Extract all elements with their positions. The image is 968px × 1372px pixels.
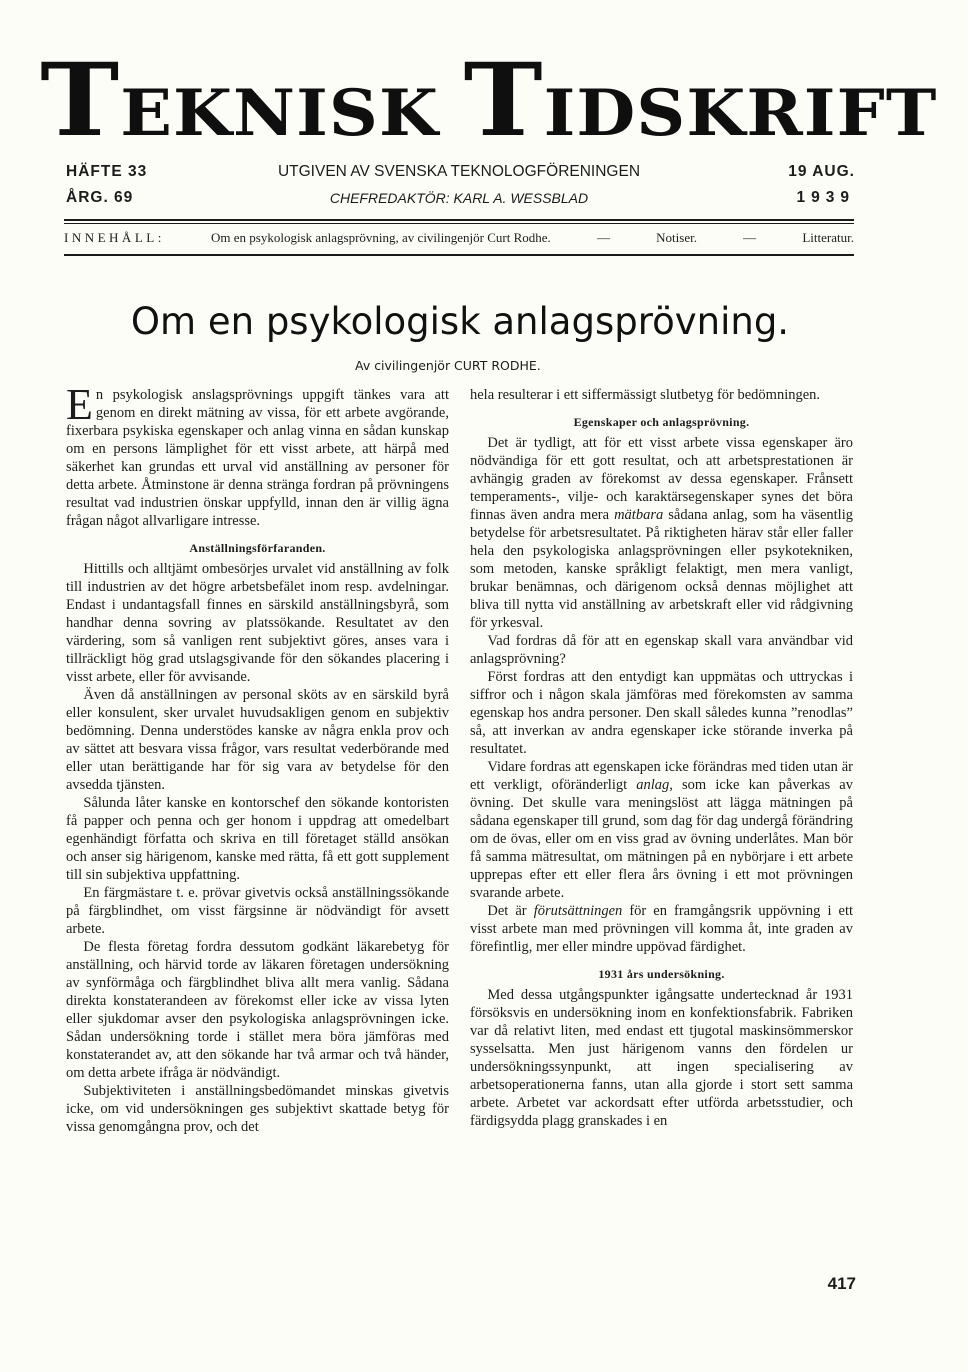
emphasis: anlag, xyxy=(636,777,673,793)
article-column-left xyxy=(66,380,449,1136)
section-heading: Anställningsförfaranden. xyxy=(189,541,326,555)
paragraph: De flesta företag fordra dessutom godkänt läkarebetyg för anställning, och härvid torde av läkaren företagen undersökning av synförmåga och färgblindhet bliva allt mera vanlig. Sådana direkta konstaterandeen av förekomst eller icke av vissa lyten eller sjukdomar avser den psykologiska anlagsprövningen icke. Sådan undersökning torde i stället mera böra jämföras med konstaterandet av, att den sökande har två armar och två händer, om detta arbete ifråga är nödvändigt. xyxy=(66,939,449,1081)
paragraph: Även då anställningen av personal sköts av en särskild byrå eller konsulent, sker urvalet huvudsakligen genom en subjektiv bedömning. Denna understödes kanske av några enkla prov och av sättet att besvara vissa frågor, vars resultat vederbörande med eller utan berättigande har för sig vara av betydelse för den avsedda tjänsten. xyxy=(66,687,449,793)
paragraph: Hittills och alltjämt ombesörjes urvalet vid anställning av folk till industrien av det högre arbetsbefälet inom resp. avdelningar. Endast i undantagsfall finnes en särskild anställningsbyrå, som handhar denna sovring av platssökande. Resultatet av den värdering, som så vanligen rent subjektivt göres, anses vara i tillräckligt hög grad utslagsgivande för den sökandes placering i visst arbete, eller för avvisande. xyxy=(66,561,449,685)
paragraph: Med dessa utgångspunkter igångsatte undertecknad år 1931 försöksvis en undersökning inom en konfektionsfabrik. Fabriken var då relativt liten, med endast ett tjugotal maskinsömmerskor sysselsatta. Men just härigenom vanns den fördelen ur undersökningssynpunkt, att ingen specialisering av arbetsoperationerna fanns, utan alla gjorde i stort sett samma arbete. Arbetet var ackordsatt efter utförda arbetsstudier, och färdigsydda plagg granskades i en xyxy=(470,987,853,1129)
paragraph: Det är förutsättningen för en framgångsrik uppövning i ett visst arbete man med prövningen vill komma åt, inte graden av förefintlig, mer eller mindre uppövad färdighet. xyxy=(470,903,854,955)
publisher-line: UTGIVEN AV SVENSKA TEKNOLOGFÖRENINGEN xyxy=(277,163,641,180)
masthead-word-1-rest: EKNISK xyxy=(120,76,439,151)
table-of-contents xyxy=(64,228,854,248)
paragraph: Vad fordras då för att en egenskap skall vara användbar vid anlagsprövning? xyxy=(470,633,853,667)
article-column-right xyxy=(470,386,853,1130)
paragraph: En färgmästare t. e. prövar givetvis också anställningssökande på färgblindhet, om visst färgsinne är nödvändigt för avsett arbete. xyxy=(66,885,449,937)
section-heading: Egenskaper och anlagsprövning. xyxy=(573,415,750,429)
emphasis: mätbara xyxy=(614,507,664,523)
drop-cap: E xyxy=(66,380,93,429)
article-title: Om en psykologisk anlagsprövning. xyxy=(130,300,790,343)
section-heading: 1931 års undersökning. xyxy=(598,967,725,981)
page-number: 417 xyxy=(827,1274,856,1293)
toc-item-article: Om en psykologisk anlagsprövning, av civilingenjör Curt Rodhe. xyxy=(211,230,551,245)
paragraph: En psykologisk anslagsprövnings uppgift tänkes vara att genom en direkt mätning av vissa, för ett arbete avgörande, fixerbara psykiska egenskaper och anlag vinna en sådan kunskap om en persons lämplighet för ett visst arbete, att härpå med säkerhet kan grundas ett urval vid anställning av personer för detta arbete. Åtminstone är denna stränga fordran på prövningens resultat vad industrien önskar uppfylld, innan den är villig ägna frågan något allvarligare intresse. xyxy=(66,380,449,529)
masthead-word-2-rest: IDSKRIFT xyxy=(543,76,938,151)
issue-date: 19 AUG. xyxy=(788,163,855,180)
paragraph: Först fordras att den entydigt kan uppmätas och uttryckas i siffror och i någon skala jämföras med förekomsten av samma egenskap hos andra personer. Den skall således kunna ”renodlas” så, att inverkan av andra egenskaper icke störande inverka på resultatet. xyxy=(470,669,853,757)
issue-year: 1939 xyxy=(796,189,855,206)
header-rule-top-thin xyxy=(64,223,854,224)
masthead-initial-1: T xyxy=(40,41,121,159)
editor-line: CHEFREDAKTÖR: KARL A. WESSBLAD xyxy=(329,190,589,206)
emphasis: förutsättningen xyxy=(533,903,623,919)
article-byline: Av civilingenjör CURT RODHE. xyxy=(355,358,541,373)
paragraph: Vidare fordras att egenskapen icke förändras med tiden utan är ett verkligt, oföränderligt anlag, som icke kan påverkas av övning. Det skulle vara meningslöst att lägga mätningen på sådana egenskaper till grund, som dag för dag undergå förändring om de övas, eller om en viss grad av övning underlåtes. Man bör få samma mätresultat, om mätningen på en nybörjare i ett arbete upprepas efter ett eller flera års övning i ett mot prövningen svarande arbete. xyxy=(470,759,853,901)
paragraph: Sålunda låter kanske en kontorschef den sökande kontoristen få papper och penna och ger honom i uppdrag att omedelbart egenhändigt författa och skriva en till företaget ställd ansökan och anser sig härigenom, kanske med rätta, få ett gott supplement till sin subjektiva uppfattning. xyxy=(66,795,449,883)
toc-label: INNEHÅLL: xyxy=(64,230,165,245)
header-rule-bottom xyxy=(64,254,854,256)
paragraph: Det är tydligt, att för ett visst arbete vissa egenskaper äro nödvändiga för ett gott resultat, och att arbetsprestationen är avhängig graden av förekomst av dessa egenskaper. Frånsett temperaments-, vilje- och karaktärsegenskaper synes det böra finnas även andra mera mätbara sådana anlag, som ha väsentlig betydelse för arbetsresultatet. På riktigheten härav står eller faller hela den psykologiska anlagsprövningen eller psykotekniken, som metoden, kanske språkligt felaktigt, men mera vanligt, brukar benämnas, och därigenom också dennas möjlighet att bliva till nytta vid anställning av arbetskraft eller vid rådgivning för yrkesval. xyxy=(470,435,853,631)
toc-item-litteratur: Litteratur. xyxy=(802,230,854,245)
toc-separator: — xyxy=(743,230,757,245)
paragraph: Subjektiviteten i anställningsbedömandet minskas givetvis icke, om vid undersökningen ges subjektivt skattade betyg för vissa genomgångna prov, och det xyxy=(66,1083,449,1135)
volume-number: ÅRG. 69 xyxy=(66,189,134,206)
toc-item-notiser: Notiser. xyxy=(656,230,697,245)
paragraph: hela resulterar i ett siffermässigt slutbetyg för bedömningen. xyxy=(470,387,821,403)
issue-number: HÄFTE 33 xyxy=(66,163,148,180)
masthead xyxy=(40,41,938,164)
header-rule-top xyxy=(64,219,854,221)
toc-separator: — xyxy=(596,230,610,245)
masthead-initial-2: T xyxy=(463,41,544,159)
